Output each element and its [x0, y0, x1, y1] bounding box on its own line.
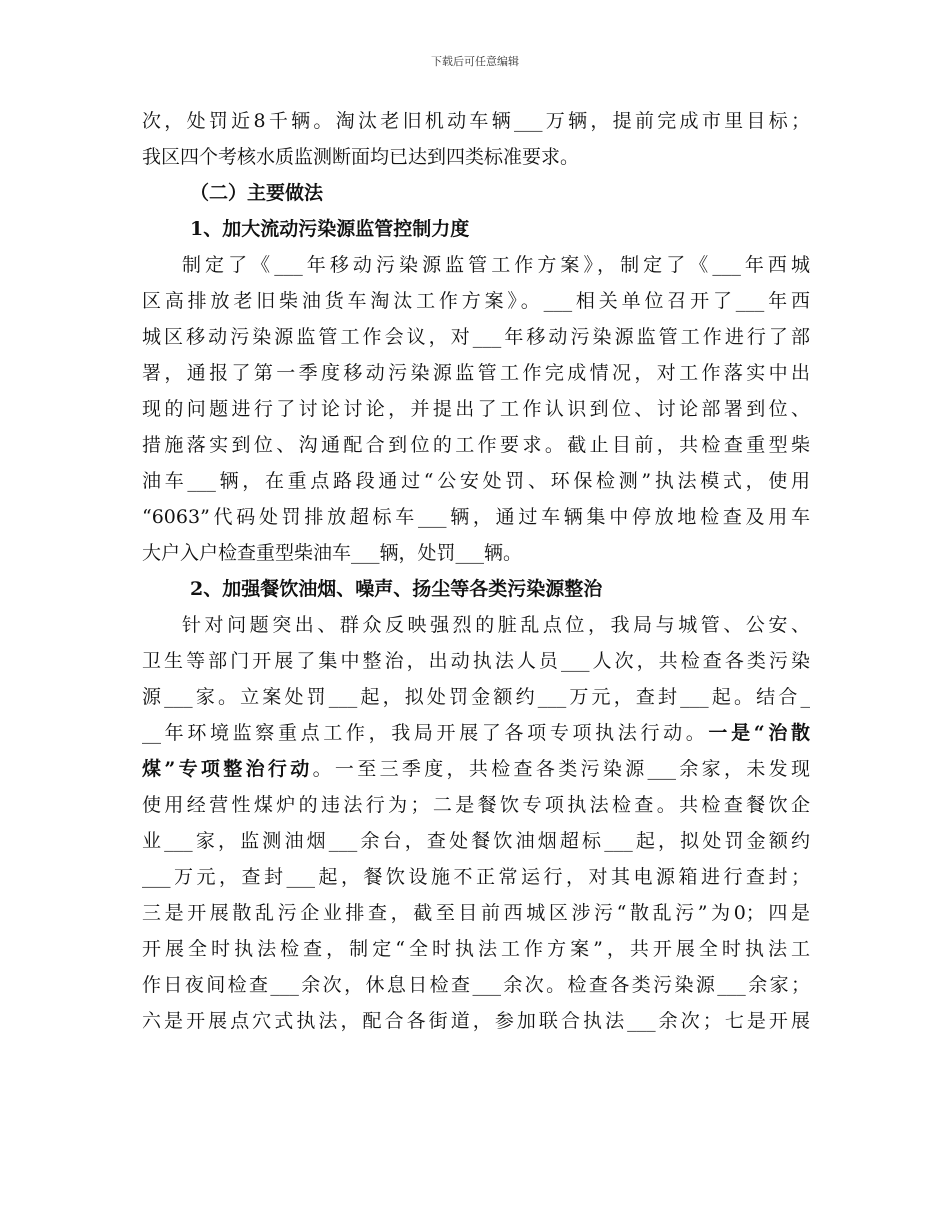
text-line-12: “6063”代码处罚排放超标车___辆，通过车辆集中停放地检查及用车 [142, 506, 810, 528]
text-line-5: 制定了《___年移动污染源监管工作方案》，制定了《___年西城 [182, 254, 810, 276]
text-line-22: ___万元，查封___起，餐饮设施不正常运行，对其电源箱进行查封； [142, 866, 810, 888]
bold-text-segment: 煤”专项整治行动 [142, 758, 313, 780]
text-line-9: 现的问题进行了讨论讨论，并提出了工作认识到位、讨论部署到位、 [142, 398, 810, 420]
text-line-21: 业___家，监测油烟___余台，查处餐饮油烟超标___起，拟处罚金额约 [142, 830, 810, 852]
document-body [142, 103, 810, 1039]
text-line-8: 署，通报了第一季度移动污染源监管工作完成情况，对工作落实中出 [142, 362, 810, 384]
text-line-17: 源___家。立案处罚___起，拟处罚金额约___万元，查封___起。结合_ [142, 686, 810, 708]
text-line-13: 大户入户检查重型柴油车___辆，处罚___辆。 [142, 542, 523, 564]
text-line-6: 区高排放老旧柴油货车淘汰工作方案》。___相关单位召开了___年西 [142, 290, 810, 312]
text-line-10: 措施落实到位、沟通配合到位的工作要求。截止目前，共检查重型柴 [142, 434, 810, 456]
text-line-20: 使用经营性煤炉的违法行为；二是餐饮专项执法检查。共检查餐饮企 [142, 794, 810, 816]
text-line-16: 卫生等部门开展了集中整治，出动执法人员___人次，共检查各类污染 [142, 650, 810, 672]
text-line-19 [142, 751, 810, 787]
bold-text-segment: 一是“治散 [708, 722, 810, 744]
subsection-heading-1: 1、加大流动污染源监管控制力度 [190, 218, 470, 240]
subsection-heading-2: 2、加强餐饮油烟、噪声、扬尘等各类污染源整治 [190, 578, 603, 600]
page-header: 下载后可任意编辑 [431, 55, 519, 68]
text-line-11: 油车___辆，在重点路段通过“公安处罚、环保检测”执法模式，使用 [142, 470, 810, 492]
text-line-24: 开展全时执法检查，制定“全时执法工作方案”，共开展全时执法工 [142, 938, 810, 960]
text-line-25: 作日夜间检查___余次，休息日检查___余次。检查各类污染源___余家； [142, 974, 810, 996]
text-segment: 。一至三季度，共检查各类污染源___余家，未发现 [312, 758, 810, 780]
text-line-18 [142, 715, 810, 751]
section-heading: （二）主要做法 [190, 182, 324, 204]
text-line-1: 次，处罚近8千辆。淘汰老旧机动车辆___万辆，提前完成市里目标； [142, 110, 810, 132]
text-line-23: 三是开展散乱污企业排查，截至目前西城区涉污“散乱污”为0；四是 [142, 902, 810, 924]
text-line-15: 针对问题突出、群众反映强烈的脏乱点位，我局与城管、公安、 [182, 614, 810, 636]
text-segment: __年环境监察重点工作，我局开展了各项专项执法行动。 [142, 722, 709, 744]
text-line-26: 六是开展点穴式执法，配合各街道，参加联合执法___余次；七是开展 [142, 1010, 810, 1032]
text-line-7: 城区移动污染源监管工作会议，对___年移动污染源监管工作进行了部 [142, 326, 810, 348]
text-line-2: 我区四个考核水质监测断面均已达到四类标准要求。 [142, 146, 580, 168]
